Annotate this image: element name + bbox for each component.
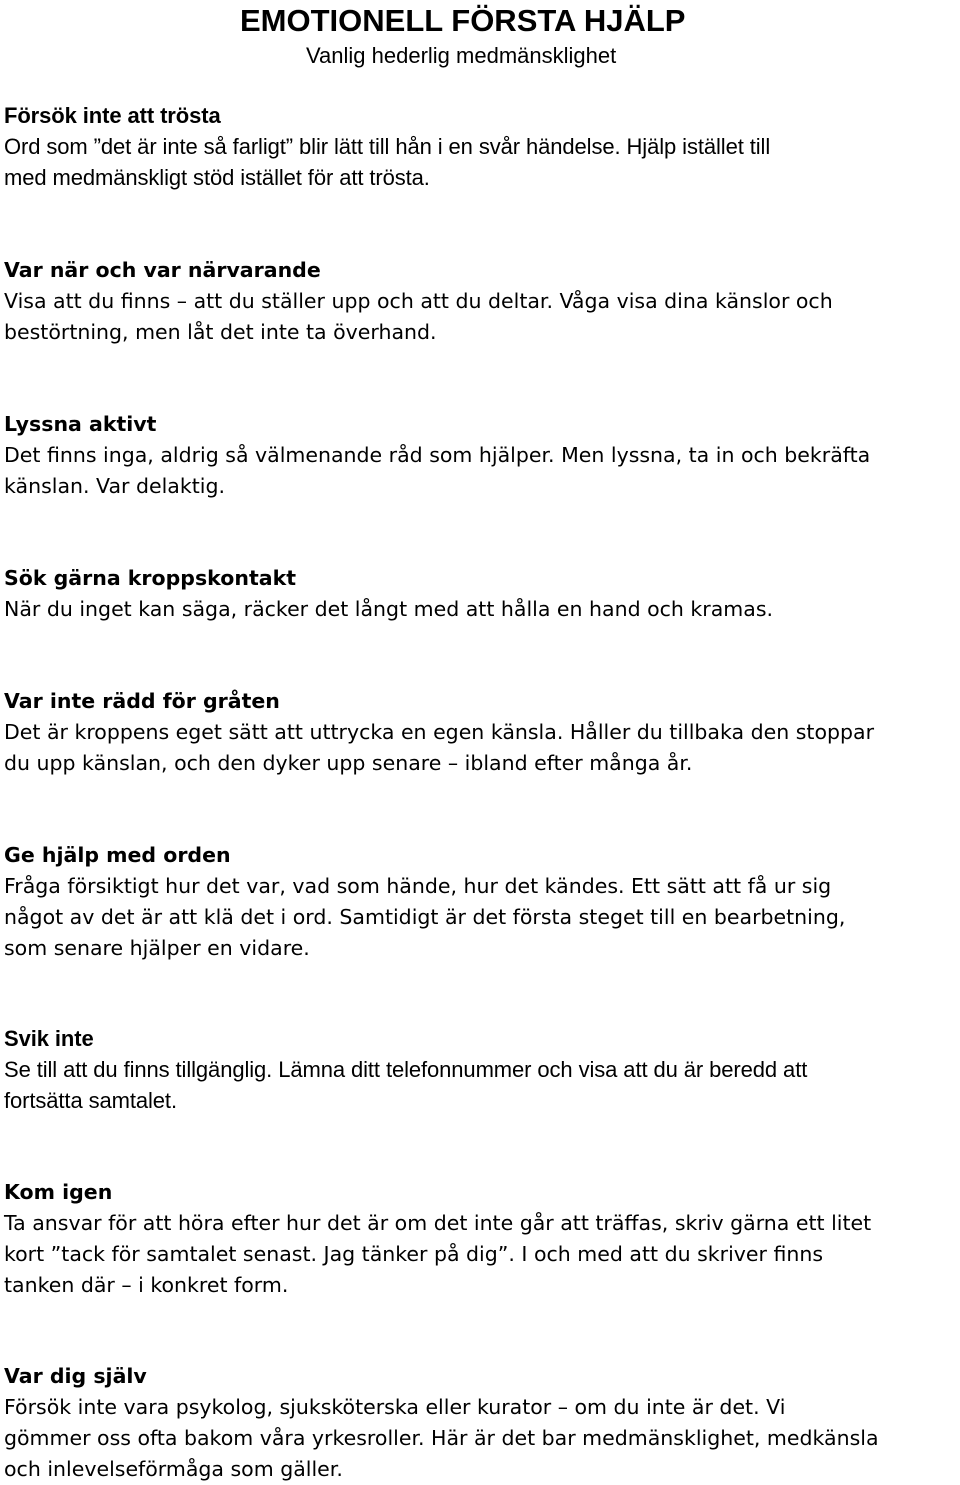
body-line: Ord som ”det är inte så farligt” blir lätt till hån i en svår händelse. Hjälp istället till — [4, 134, 771, 159]
document-header — [0, 0, 960, 72]
section-body — [4, 717, 956, 779]
body-line: du upp känslan, och den dyker upp senare – ibland efter många år. — [4, 751, 693, 775]
body-line: och inlevelseförmåga som gäller. — [4, 1457, 343, 1481]
section-ge-hjalp-med-orden — [4, 840, 956, 964]
section-var-dig-sjalv — [4, 1361, 956, 1485]
section-heading: Var inte rädd för gråten — [4, 689, 280, 713]
section-heading: Kom igen — [4, 1180, 113, 1204]
section-body — [4, 1208, 956, 1301]
section-body — [4, 1054, 956, 1116]
body-line: Försök inte vara psykolog, sjuksköterska eller kurator – om du inte är det. Vi — [4, 1395, 786, 1419]
document-title: EMOTIONELL FÖRSTA HJÄLP — [240, 3, 686, 38]
section-heading: Var när och var närvarande — [4, 258, 321, 282]
section-body — [4, 594, 956, 625]
document-subtitle: Vanlig hederlig medmänsklighet — [306, 43, 617, 68]
section-heading: Ge hjälp med orden — [4, 843, 231, 867]
body-line: bestörtning, men låt det inte ta överhand. — [4, 320, 437, 344]
section-forsok-inte-att-trosta — [4, 100, 956, 193]
section-body — [4, 131, 956, 193]
body-line: När du inget kan säga, räcker det långt med att hålla en hand och kramas. — [4, 597, 774, 621]
section-var-nar-och-var-narvarande — [4, 255, 956, 348]
body-line: Ta ansvar för att höra efter hur det är om det inte går att träffas, skriv gärna ett litet — [4, 1211, 872, 1235]
section-sok-garna-kroppskontakt — [4, 563, 956, 625]
section-body — [4, 440, 956, 502]
section-body — [4, 1392, 956, 1485]
body-line: tanken där – i konkret form. — [4, 1273, 289, 1297]
section-kom-igen — [4, 1177, 956, 1301]
body-line: Det finns inga, aldrig så välmenande råd som hjälper. Men lyssna, ta in och bekräfta — [4, 443, 871, 467]
section-heading: Svik inte — [4, 1026, 94, 1051]
body-line: Det är kroppens eget sätt att uttrycka en egen känsla. Håller du tillbaka den stoppar — [4, 720, 874, 744]
body-line: Visa att du finns – att du ställer upp och att du deltar. Våga visa dina känslor och — [4, 289, 833, 313]
section-heading: Lyssna aktivt — [4, 412, 157, 436]
body-line: Fråga försiktigt hur det var, vad som hände, hur det kändes. Ett sätt att få ur sig — [4, 874, 832, 898]
body-line: Se till att du finns tillgänglig. Lämna ditt telefonnummer och visa att du är beredd att — [4, 1057, 808, 1082]
section-heading: Försök inte att trösta — [4, 103, 221, 128]
body-line: med medmänskligt stöd istället för att trösta. — [4, 165, 430, 190]
body-line: kort ”tack för samtalet senast. Jag tänker på dig”. I och med att du skriver finns — [4, 1242, 824, 1266]
section-svik-inte — [4, 1023, 956, 1116]
body-line: som senare hjälper en vidare. — [4, 936, 310, 960]
section-heading: Sök gärna kroppskontakt — [4, 566, 297, 590]
section-lyssna-aktivt — [4, 409, 956, 502]
section-heading: Var dig själv — [4, 1364, 147, 1388]
section-body — [4, 871, 956, 964]
body-line: fortsätta samtalet. — [4, 1088, 177, 1113]
section-var-inte-radd-for-graten — [4, 686, 956, 779]
body-line: gömmer oss ofta bakom våra yrkesroller. Här är det bar medmänsklighet, medkänsla — [4, 1426, 879, 1450]
body-line: något av det är att klä det i ord. Samtidigt är det första steget till en bearbetning, — [4, 905, 846, 929]
body-line: känslan. Var delaktig. — [4, 474, 225, 498]
section-body — [4, 286, 956, 348]
